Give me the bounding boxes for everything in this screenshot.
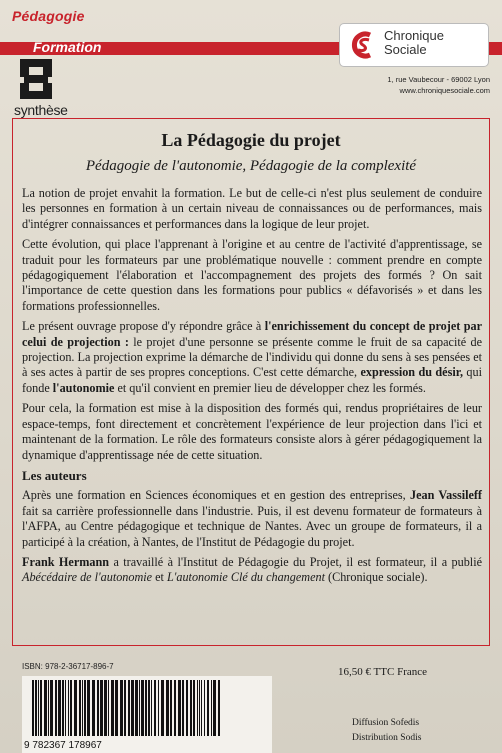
barcode-bar: [204, 680, 205, 736]
barcode-bar: [151, 680, 152, 736]
author-2-name: Frank Hermann: [22, 554, 110, 569]
barcode-bar: [97, 680, 99, 736]
barcode-bar: [218, 680, 220, 736]
barcode-bar: [87, 680, 90, 736]
barcode-bar: [199, 680, 200, 736]
barcode-bar: [193, 680, 195, 736]
paragraph-3: [22, 319, 482, 396]
barcode-bar: [35, 680, 37, 736]
barcode-bar: [50, 680, 53, 736]
barcode-bar: [70, 680, 72, 736]
barcode-bar: [197, 680, 198, 736]
barcode-bar: [100, 680, 103, 736]
barcode-bar: [120, 680, 123, 736]
barcode-bar: [32, 680, 34, 736]
barcode-bar: [108, 680, 109, 736]
publisher-logo-icon: [348, 30, 378, 60]
barcode-bar: [182, 680, 184, 736]
paragraph-4: Pour cela, la formation est mise à la disposition des formés qui, rendus propriétaires de leur espace-temps, font directement et concrètement l'expérience de leur projection dans l'ici et maintenant de la formation. Le rôle des formateurs consiste alors à gérer pédagogiquement la dynamique d'apprentissage née de cette situation.: [22, 401, 482, 462]
barcode-bar: [213, 680, 216, 736]
series-label-pedagogie: Pédagogie: [12, 8, 85, 24]
barcode-bar: [38, 680, 39, 736]
distribution: Distribution Sodis: [352, 733, 422, 743]
publisher-name-line2: Sociale: [384, 42, 427, 57]
price: 16,50 € TTC France: [338, 666, 428, 678]
barcode-icon: [22, 676, 272, 753]
barcode-bar: [128, 680, 130, 736]
barcode-bar: [148, 680, 150, 736]
barcode-bar: [115, 680, 118, 736]
barcode-bar: [40, 680, 42, 736]
barcode-bar: [154, 680, 156, 736]
barcode-bar: [84, 680, 86, 736]
barcode-bar: [48, 680, 49, 736]
series-label-formation: Formation: [33, 39, 102, 55]
barcode-bar: [141, 680, 144, 736]
barcode-bar: [111, 680, 114, 736]
p3-emphasis-projection: l'enrichissement du concept de projet par celui de projection :: [22, 319, 483, 349]
barcode-bar: [65, 680, 66, 736]
blurb-text: [22, 186, 482, 591]
p3-emphasis-autonomie: l'autonomie: [52, 380, 115, 395]
barcode-bar: [74, 680, 77, 736]
barcode-bar: [92, 680, 95, 736]
publisher-address: 1, rue Vaubecour - 69002 Lyon: [387, 75, 490, 84]
p3-text-g: et qu'il convient en premier lieu de développer chez les formés.: [114, 380, 426, 395]
barcode-bar: [161, 680, 164, 736]
barcode-bar: [190, 680, 192, 736]
barcode-bar: [211, 680, 212, 736]
diffusion: Diffusion Sofedis: [352, 718, 420, 728]
publisher-website: www.chroniquesociale.com: [399, 86, 490, 95]
p3-text-c: le projet d'une personne se présente comme le fruit de sa capacité de projection. La projection exprime la démarche de l'individu qui donne du sens à ses pensées et à ses actes à partir de ses propres conceptions. C'est cette démarche,: [22, 334, 482, 380]
series-block: [12, 8, 142, 24]
publisher-contact: [340, 74, 490, 96]
author-1-name: Jean Vassileff: [409, 488, 482, 503]
barcode-bar: [145, 680, 147, 736]
authors-heading: Les auteurs: [22, 467, 87, 483]
book-subtitle: Pédagogie de l'autonomie, Pédagogie de la complexité: [85, 158, 417, 174]
paragraph-2: Cette évolution, qui place l'apprenant à l'origine et au centre de l'activité d'apprentissage, se traduit pour les formateurs par une problématique nouvelle : comment prendre en compte pédagogiquement l'élaboration et l'accompagnement des projets des formés ? On sait l'importance de cette question dans les formations pour publics « défavorisés » et dans les formations professionnelles.: [22, 237, 482, 313]
barcode-bar: [166, 680, 169, 736]
p3-emphasis-desir: expression du désir,: [360, 365, 464, 380]
isbn: ISBN: 978-2-36717-896-7: [22, 662, 114, 671]
publisher-name: [384, 29, 444, 57]
collection-logo-icon: [18, 58, 54, 100]
barcode-bar: [62, 680, 64, 736]
a2-book-1: Abécédaire de l'autonomie: [22, 570, 153, 585]
a2-text-c: (Chronique sociale).: [324, 570, 428, 585]
p3-text-a: Le présent ouvrage propose d'y répondre grâce à: [22, 319, 265, 334]
barcode-bar: [207, 680, 209, 736]
barcode-bar: [158, 680, 159, 736]
barcode-bar: [201, 680, 202, 736]
author-1-bio: [22, 488, 482, 550]
distribution-info: [352, 716, 421, 746]
barcode-bar: [135, 680, 138, 736]
barcode-bar: [79, 680, 81, 736]
barcode-bar: [58, 680, 61, 736]
collection-name: synthèse: [14, 102, 68, 118]
barcode-bar: [139, 680, 140, 736]
a2-text-a: a travaillé à l'Institut de Pédagogie du Projet, il est formateur, il a publié: [109, 554, 482, 569]
barcode-bar: [174, 680, 176, 736]
p3-text-e: qui fonde: [22, 365, 482, 395]
barcode-bar: [82, 680, 83, 736]
publisher-logo-box: [340, 24, 488, 66]
author-2-bio: [22, 555, 482, 586]
barcode-bar: [131, 680, 134, 736]
a2-book-2: L'autonomie Clé du changement: [166, 570, 325, 585]
barcode-bar: [178, 680, 181, 736]
a1-text-a: Après une formation en Sciences économiques et en gestion des entreprises,: [22, 488, 410, 503]
book-title: La Pédagogie du projet: [161, 130, 341, 150]
barcode-bar: [55, 680, 57, 736]
paragraph-1: La notion de projet envahit la formation. Le but de celle-ci n'est plus seulement de conduire les personnes en formation à un certain niveau de connaissances ou de performances, mais d'intégrer connaissances et performances dans la logique de leur projet.: [22, 186, 482, 231]
a2-text-b: et: [152, 570, 167, 585]
barcode-bar: [170, 680, 172, 736]
barcode-bar: [44, 680, 47, 736]
barcode-bar: [68, 680, 69, 736]
barcode-bar: [124, 680, 126, 736]
barcode-digits: 9 782367 178967: [24, 740, 102, 751]
barcode-bar: [104, 680, 107, 736]
publisher-name-line1: Chronique: [384, 28, 444, 43]
barcode-area: [22, 662, 272, 753]
barcode-bar: [186, 680, 188, 736]
a1-text-b: fait sa carrière professionnelle dans l'industrie. Puis, il est devenu formateur de formateurs à l'AFPA, au Centre pédagogique et technique de Nantes. Avec un groupe de formateurs, il a participé à la création, à Nantes, de l'Institut de Pédagogie du projet.: [22, 503, 482, 549]
